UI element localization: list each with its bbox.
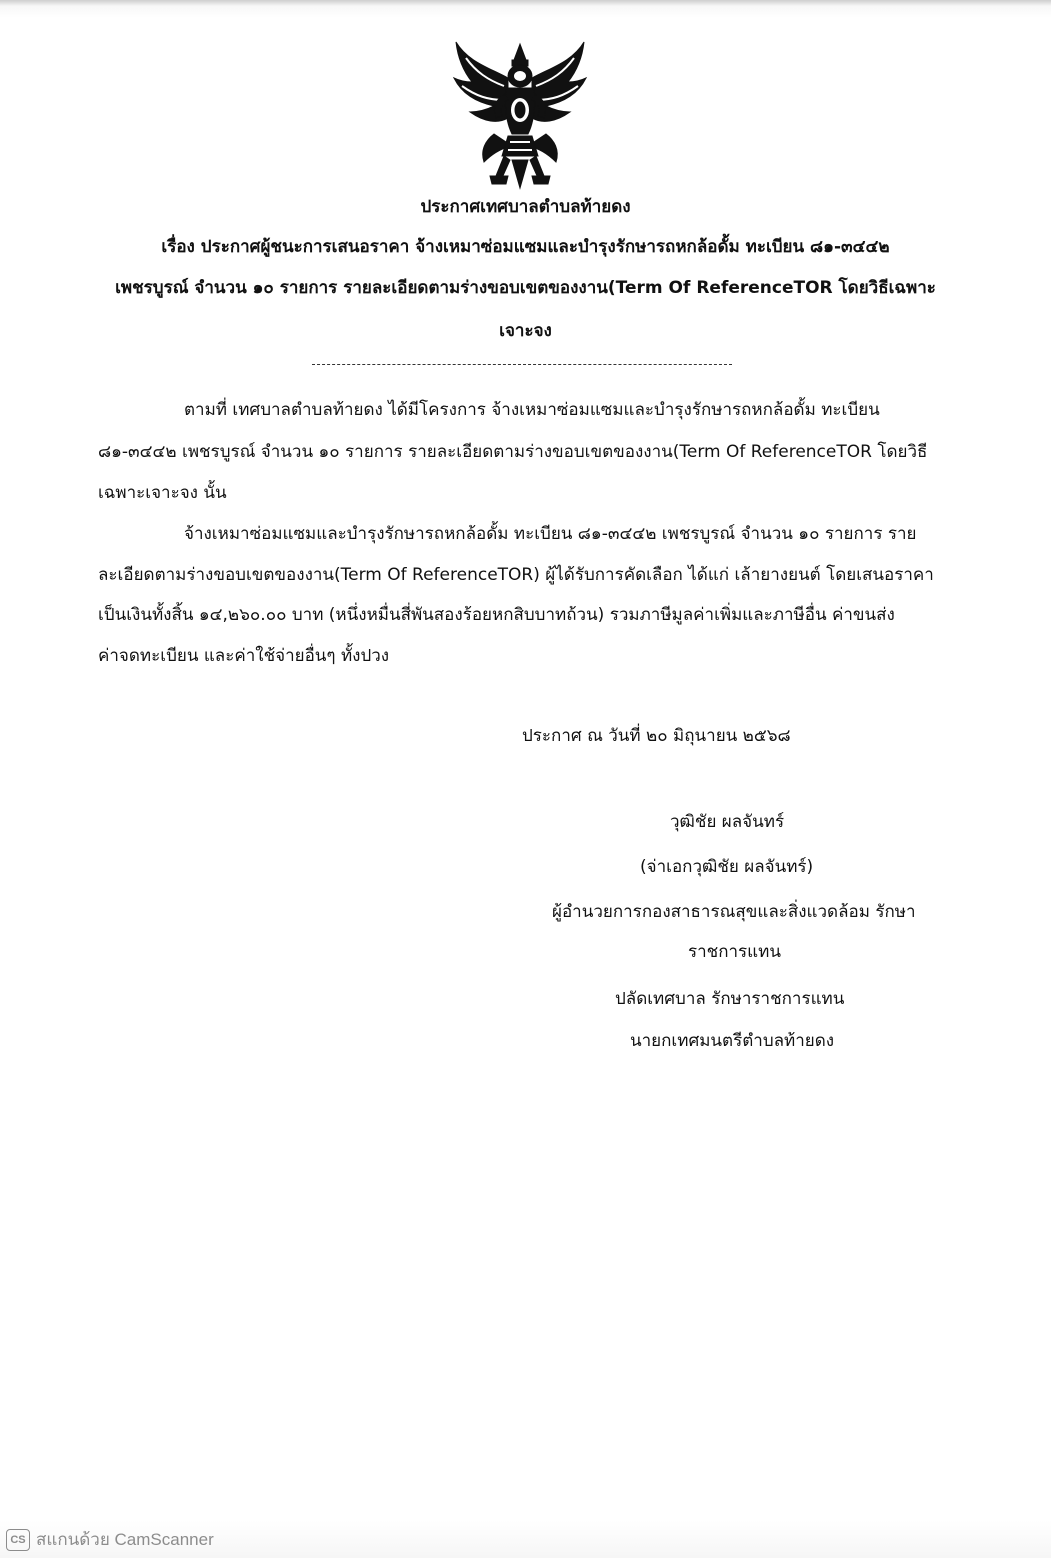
subject-line-2: เพชรบูรณ์ จำนวน ๑๐ รายการ รายละเอียดตามร่างขอบเขตของงาน(Term Of ReferenceTOR โดยวิธีเฉพาะ: [115, 278, 936, 298]
paragraph-2-line-4: ค่าจดทะเบียน และค่าใช้จ่ายอื่นๆ ทั้งปวง: [98, 646, 390, 666]
paragraph-2-line-3: เป็นเงินทั้งสิ้น ๑๔,๒๖๐.๐๐ บาท (หนึ่งหมื่นสี่พันสองร้อยหกสิบบาทถ้วน) รวมภาษีมูลค่าเพิ่มและภาษีอื่น ค่าขนส่ง: [98, 605, 895, 625]
signer-full-name: (จ่าเอกวุฒิชัย ผลจันทร์): [640, 857, 814, 877]
camscanner-logo-icon: CS: [6, 1529, 30, 1551]
subject-line-3: เจาะจง: [499, 321, 552, 341]
scan-top-edge: [0, 0, 1051, 6]
paragraph-2-line-1: จ้างเหมาซ่อมแซมและบำรุงรักษารถหกล้อดั้ม ทะเบียน ๘๑-๓๔๔๒ เพชรบูรณ์ จำนวน ๑๐ รายการ ราย: [184, 524, 917, 544]
dashed-divider: [312, 364, 732, 365]
garuda-emblem-icon: [450, 38, 590, 190]
signer-position-line-4: นายกเทศมนตรีตำบลท้ายดง: [630, 1031, 835, 1051]
camscanner-text: สแกนด้วย CamScanner: [36, 1530, 214, 1549]
paragraph-1-line-1: ตามที่ เทศบาลตำบลท้ายดง ได้มีโครงการ จ้างเหมาซ่อมแซมและบำรุงรักษารถหกล้อดั้ม ทะเบียน: [184, 400, 880, 420]
signer-name: วุฒิชัย ผลจันทร์: [670, 812, 785, 832]
subject-line-1: เรื่อง ประกาศผู้ชนะการเสนอราคา จ้างเหมาซ่อมแซมและบำรุงรักษารถหกล้อดั้ม ทะเบียน ๘๑-๓๔๔๒: [161, 237, 890, 257]
paragraph-1-line-2: ๘๑-๓๔๔๒ เพชรบูรณ์ จำนวน ๑๐ รายการ รายละเอียดตามร่างขอบเขตของงาน(Term Of ReferenceTOR โดยวิธี: [98, 442, 928, 462]
camscanner-stamp: [6, 1526, 214, 1553]
paragraph-1-line-3: เฉพาะเจาะจง นั้น: [98, 483, 227, 503]
announcement-date: ประกาศ ณ วันที่ ๒๐ มิถุนายน ๒๕๖๘: [522, 726, 791, 746]
signer-position-line-1: ผู้อำนวยการกองสาธารณสุขและสิ่งแวดล้อม รักษา: [552, 902, 916, 922]
signer-position-line-2: ราชการแทน: [688, 942, 781, 962]
paragraph-2-line-2: ละเอียดตามร่างขอบเขตของงาน(Term Of ReferenceTOR) ผู้ได้รับการคัดเลือก ได้แก่ เล้ายางยนต์ โดยเสนอราคา: [98, 565, 934, 585]
announcement-title: ประกาศเทศบาลตำบลท้ายดง: [420, 197, 631, 217]
signer-position-line-3: ปลัดเทศบาล รักษาราชการแทน: [615, 989, 845, 1009]
